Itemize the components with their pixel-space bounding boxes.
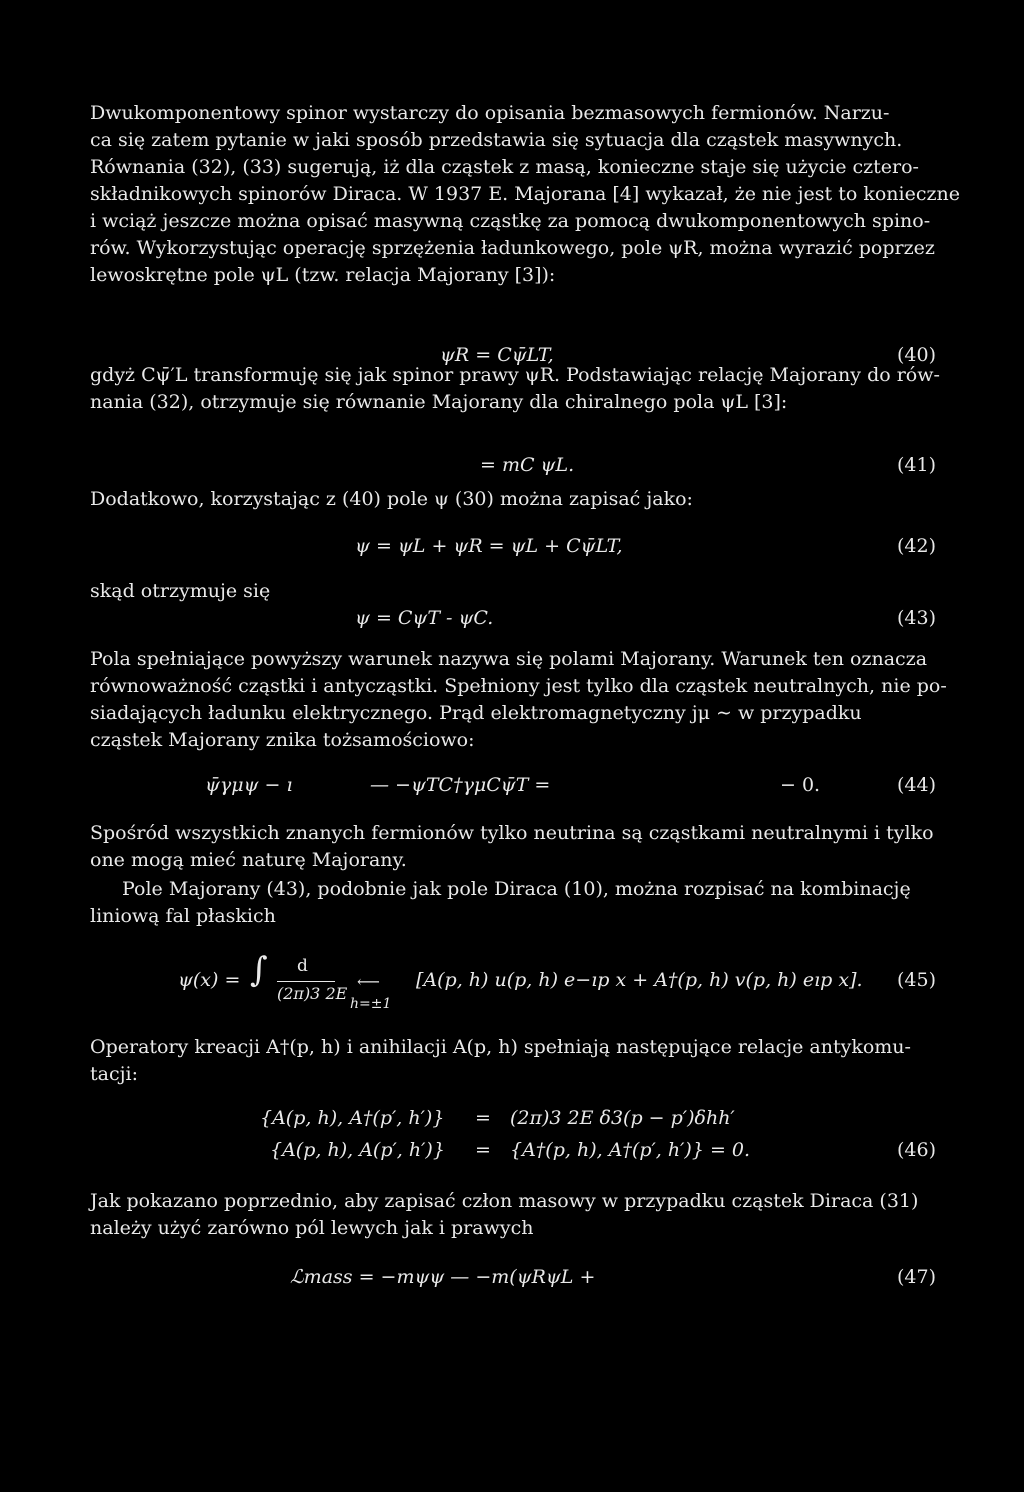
text-line: rów. Wykorzystując operację sprzężenia ładunkowego, pole ψR, można wyrazić poprzez: [90, 237, 935, 259]
text-line: siadających ładunku elektrycznego. Prąd elektromagnetyczny jμ ∼ w przypadku: [90, 702, 862, 724]
equation-46: [90, 1103, 936, 1163]
text-line: składnikowych spinorów Diraca. W 1937 E. Majorana [4] wykazał, że nie jest to konieczne: [90, 183, 960, 205]
paragraph-additional: [90, 486, 936, 513]
paragraph-majorana-fields: [90, 646, 947, 754]
equation-44: [90, 770, 936, 800]
equation-rhs: − 0.: [780, 774, 821, 796]
equation-rhs: {A†(p, h), A†(p′, h′)} = 0.: [510, 1139, 751, 1161]
equation-middle: — −ψTC†γμCψ̄T =: [370, 774, 551, 796]
text-line: Operatory kreacji A†(p, h) i anihilacji A(p, h) spełniają następujące relacje antykomu-: [90, 1036, 911, 1058]
text-line: ca się zatem pytanie w jaki sposób przedstawia się sytuacja dla cząstek masywnych.: [90, 129, 903, 151]
equation-lhs: {A(p, h), A†(p′, h′)}: [260, 1107, 445, 1129]
equation-body: = mC ψL.: [480, 454, 575, 476]
equation-row: [90, 1135, 936, 1165]
text-line: nania (32), otrzymuje się równanie Majorany dla chiralnego pola ψL [3]:: [90, 391, 788, 413]
text-line: liniową fal płaskich: [90, 905, 276, 927]
equation-45: [90, 950, 936, 1015]
equation-row: [90, 1103, 936, 1133]
text-line: Jak pokazano poprzednio, aby zapisać człon masowy w przypadku cząstek Diraca (31): [90, 1190, 919, 1212]
text-line: Spośród wszystkich znanych fermionów tylko neutrina są cząstkami neutralnymi i tylko: [90, 822, 934, 844]
equation-equals: =: [475, 1139, 491, 1161]
paragraph-neutrinos: [90, 820, 936, 874]
paragraph-operators: [90, 1034, 936, 1088]
paragraph-mass-term: [90, 1188, 936, 1242]
equation-number: (47): [896, 1266, 936, 1288]
equation-rhs: [A(p, h) u(p, h) e−ıp x + A†(p, h) v(p, h) eıp x].: [416, 969, 863, 991]
fraction-numerator: d: [297, 956, 308, 976]
equation-43: [90, 603, 936, 633]
equation-body: ψ = CψT - ψC.: [355, 607, 494, 629]
equation-body: ψR = Cψ̄LT,: [440, 344, 554, 366]
fraction-denominator: (2π)3 2E: [277, 984, 348, 1003]
equation-rhs: (2π)3 2E δ3(p − p′)δhh′: [510, 1107, 735, 1129]
equation-lhs: ψ(x) =: [178, 969, 241, 991]
equation-number: (40): [896, 344, 936, 366]
text-line: Równania (32), (33) sugerują, iż dla cząstek z masą, konieczne staje się użycie cztero-: [90, 156, 919, 178]
paragraph-hence: skąd otrzymuje się: [90, 580, 271, 602]
equation-lhs: {A(p, h), A(p′, h′)}: [270, 1139, 445, 1161]
equation-42: [90, 531, 936, 561]
sum-sign: ⟵: [357, 972, 380, 991]
paragraph-majorana-relation: [90, 362, 940, 416]
equation-body: ψ = ψL + ψR = ψL + Cψ̄LT,: [355, 535, 623, 557]
equation-equals: =: [475, 1107, 491, 1129]
text-line: Dodatkowo, korzystając z (40) pole ψ (30) można zapisać jako:: [90, 488, 693, 510]
text-line: one mogą mieć naturę Majorany.: [90, 849, 407, 871]
equation-number: (45): [896, 969, 936, 991]
equation-47: [90, 1262, 936, 1292]
text-line: i wciąż jeszcze można opisać masywną cząstkę za pomocą dwukomponentowych spino-: [90, 210, 931, 232]
text-line: Dwukomponentowy spinor wystarczy do opisania bezmasowych fermionów. Narzu-: [90, 102, 890, 124]
text-line: Pole Majorany (43), podobnie jak pole Diraca (10), można rozpisać na kombinację: [122, 878, 911, 900]
equation-number: (41): [896, 454, 936, 476]
text-line: gdyż Cψ̄′L transformuję się jak spinor prawy ψR. Podstawiając relację Majorany do rów-: [90, 364, 940, 386]
text-line: tacji:: [90, 1063, 138, 1085]
text-line: Pola spełniające powyższy warunek nazywa się polami Majorany. Warunek ten oznacza: [90, 648, 928, 670]
equation-number: (46): [896, 1139, 936, 1161]
text-line: należy użyć zarówno pól lewych jak i prawych: [90, 1217, 534, 1239]
integral-sign: ∫: [250, 950, 268, 990]
sum-subscript: h=±1: [350, 996, 392, 1012]
paragraph-plane-waves: [90, 876, 936, 930]
text-line: cząstek Majorany znika tożsamościowo:: [90, 729, 475, 751]
equation-body: ℒmass = −mψψ — −m(ψRψL +: [290, 1266, 596, 1288]
equation-number: (42): [896, 535, 936, 557]
equation-number: (43): [896, 607, 936, 629]
paragraph-intro: [90, 100, 960, 289]
text-line: lewoskrętne pole ψL (tzw. relacja Majorany [3]):: [90, 264, 556, 286]
text-line: równoważność cząstki i antycząstki. Spełniony jest tylko dla cząstek neutralnych, nie po-: [90, 675, 947, 697]
equation-number: (44): [896, 774, 936, 796]
equation-lhs: ψ̄γμψ − ı: [205, 774, 293, 796]
equation-41: [90, 450, 936, 480]
